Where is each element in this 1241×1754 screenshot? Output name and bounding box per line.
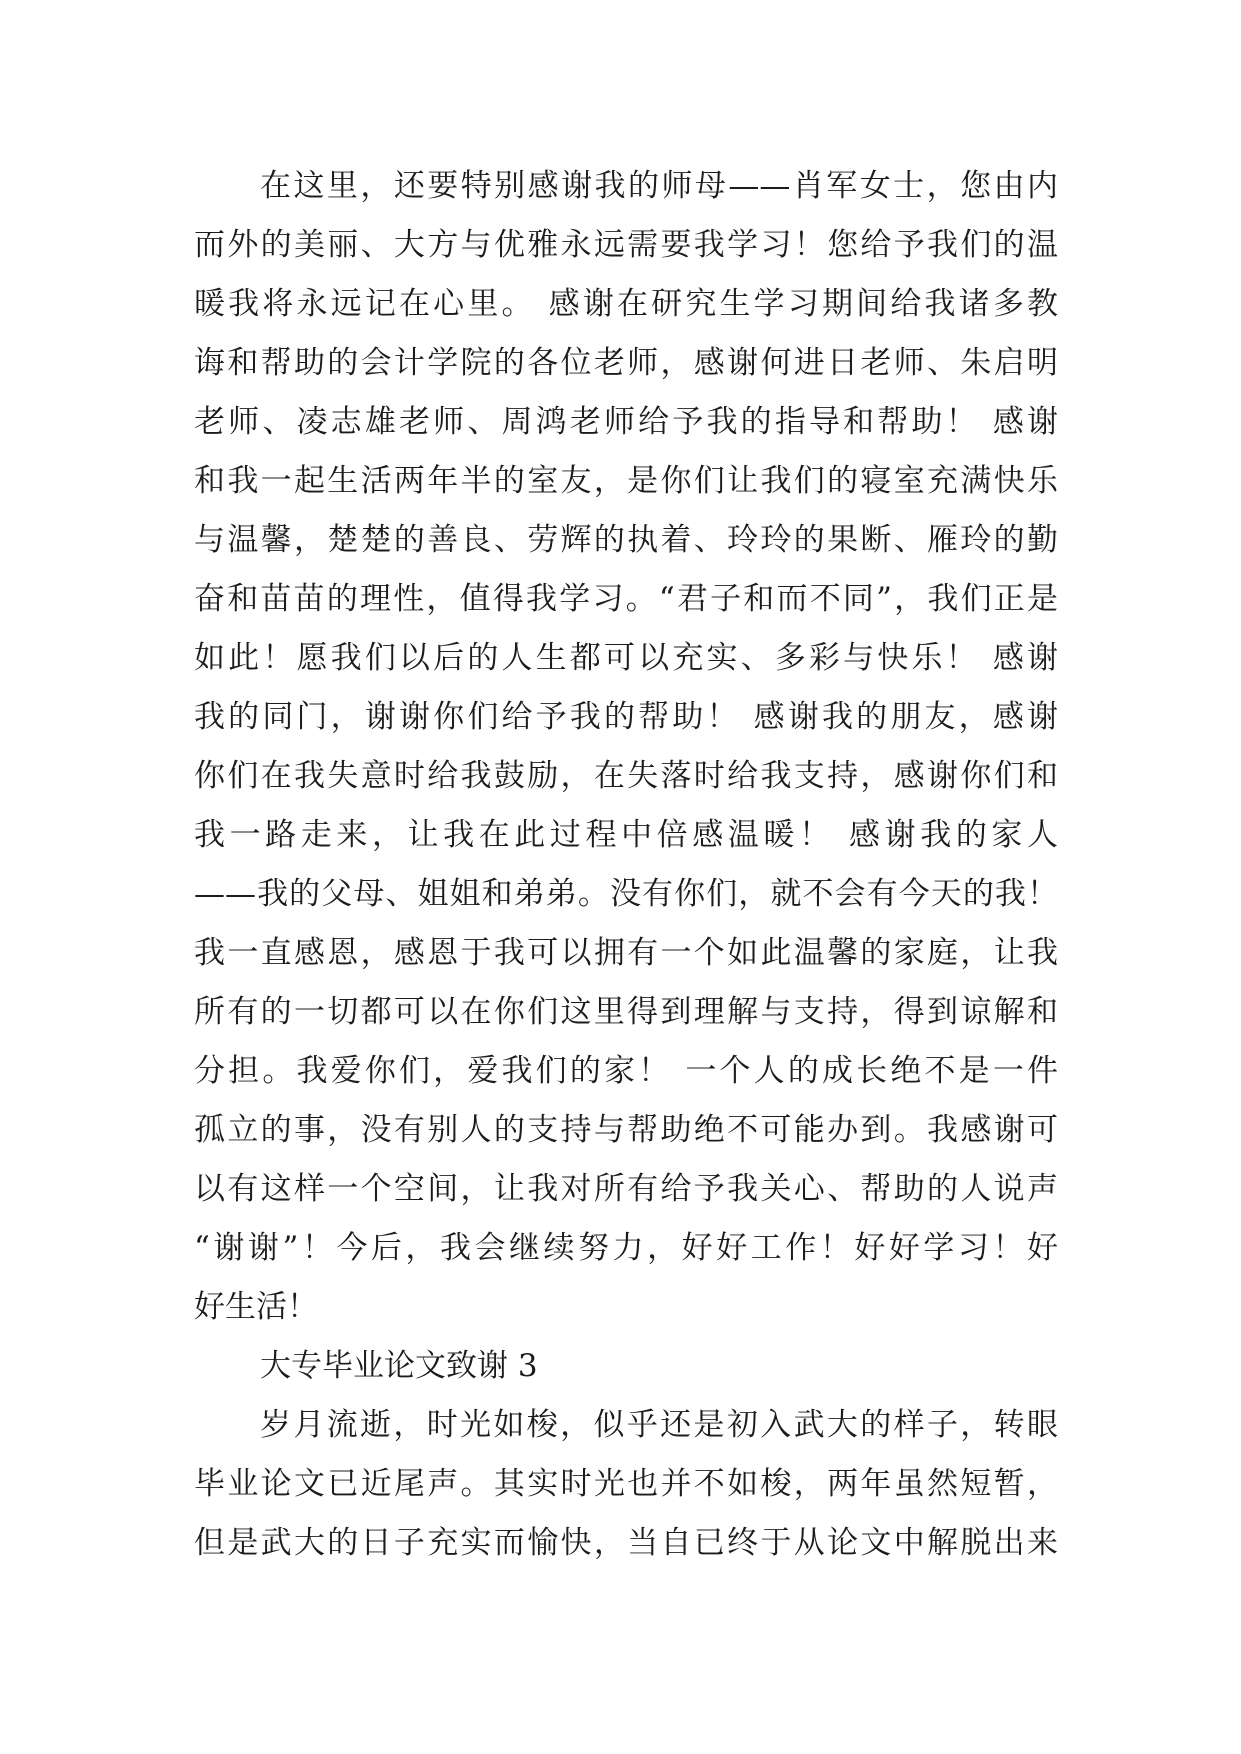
text-line: 我一直感恩，感恩于我可以拥有一个如此温馨的家庭，让我	[194, 935, 1058, 971]
text-line: 所有的一切都可以在你们这里得到理解与支持，得到谅解和	[194, 994, 1058, 1030]
text-line: 而外的美丽、大方与优雅永远需要我学习！您给予我们的温	[194, 227, 1058, 263]
text-line: 和我一起生活两年半的室友，是你们让我们的寝室充满快乐	[194, 463, 1058, 499]
text-line: 孤立的事，没有别人的支持与帮助绝不可能办到。我感谢可	[194, 1112, 1058, 1148]
paragraph-acknowledgement	[194, 157, 1058, 1337]
text-line: 以有这样一个空间，让我对所有给予我关心、帮助的人说声	[194, 1171, 1058, 1207]
text-line: 但是武大的日子充实而愉快，当自已终于从论文中解脱出来	[194, 1525, 1058, 1561]
text-line: 奋和苗苗的理性，值得我学习。“君子和而不同”，我们正是	[194, 581, 1058, 617]
text-line: 如此！愿我们以后的人生都可以充实、多彩与快乐！ 感谢	[194, 640, 1058, 676]
text-line: 暖我将永远记在心里。 感谢在研究生学习期间给我诸多教	[194, 286, 1058, 322]
document-body	[194, 157, 1058, 1573]
text-line: 你们在我失意时给我鼓励，在失落时给我支持，感谢你们和	[194, 758, 1058, 794]
text-line: 毕业论文已近尾声。其实时光也并不如梭，两年虽然短暂，	[194, 1466, 1058, 1502]
text-line: ——我的父母、姐姐和弟弟。没有你们，就不会有今天的我！	[194, 876, 1058, 912]
text-line: “谢谢”！今后，我会继续努力，好好工作！好好学习！好	[194, 1230, 1058, 1266]
text-line: 好生活！	[194, 1289, 318, 1325]
text-line: 岁月流逝，时光如梭，似乎还是初入武大的样子，转眼	[260, 1407, 1058, 1443]
text-line: 在这里，还要特别感谢我的师母——肖军女士，您由内	[260, 168, 1058, 204]
text-line: 诲和帮助的会计学院的各位老师，感谢何进日老师、朱启明	[194, 345, 1058, 381]
text-line: 分担。我爱你们，爱我们的家！ 一个人的成长绝不是一件	[194, 1053, 1058, 1089]
text-line: 与温馨，楚楚的善良、劳辉的执着、玲玲的果断、雁玲的勤	[194, 522, 1058, 558]
section-heading: 大专毕业论文致谢 3	[260, 1348, 538, 1384]
text-line: 我一路走来，让我在此过程中倍感温暖！ 感谢我的家人	[194, 817, 1058, 853]
text-line: 我的同门，谢谢你们给予我的帮助！ 感谢我的朋友，感谢	[194, 699, 1058, 735]
text-line: 老师、凌志雄老师、周鸿老师给予我的指导和帮助！ 感谢	[194, 404, 1058, 440]
paragraph-section-3	[194, 1396, 1058, 1573]
